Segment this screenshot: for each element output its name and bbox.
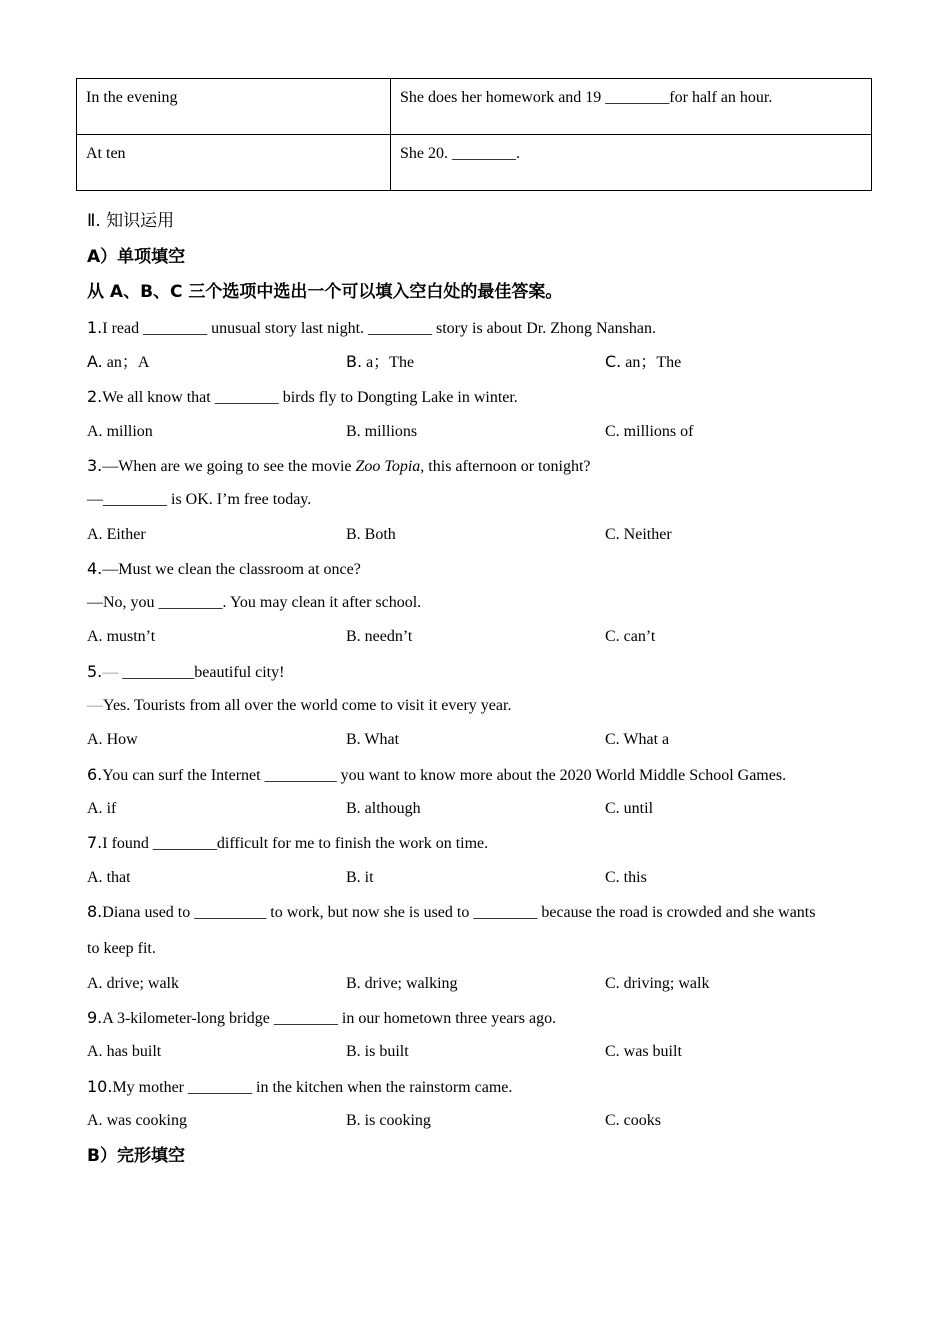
- options-2: [87, 421, 867, 443]
- question-9: [87, 1007, 556, 1030]
- question-number: 10.: [87, 1077, 113, 1096]
- question-number: 4.: [87, 559, 103, 578]
- option-c[interactable]: C. driving; walk: [605, 975, 710, 992]
- question-number: 9.: [87, 1008, 103, 1027]
- schedule-table: [76, 78, 872, 191]
- question-4-line2: —No, you ________. You may clean it after school.: [87, 594, 422, 611]
- question-5: 5.— _________beautiful city!: [87, 662, 285, 681]
- option-a[interactable]: A. mustn’t: [87, 628, 156, 645]
- question-text: _________beautiful city!: [118, 664, 285, 681]
- question-8-line2: to keep fit.: [87, 940, 156, 957]
- options-9: [87, 1041, 867, 1063]
- table-cell-time: In the evening: [77, 79, 391, 135]
- question-text: Diana used to _________ to work, but now she is used to ________ because the road is crowded and she wants: [102, 904, 816, 921]
- question-2: [87, 386, 518, 409]
- option-a[interactable]: A. has built: [87, 1043, 162, 1060]
- question-8: [87, 901, 815, 924]
- instruction: 从 A、B、C 三个选项中选出一个可以填入空白处的最佳答案。: [87, 282, 563, 302]
- option-c[interactable]: C. this: [605, 869, 647, 886]
- option-b[interactable]: B. Both: [346, 526, 396, 543]
- question-text: I read ________ unusual story last night. ________ story is about Dr. Zhong Nanshan.: [102, 320, 656, 337]
- option-a[interactable]: A. that: [87, 869, 131, 886]
- question-6: [87, 764, 786, 787]
- question-number: 1.: [87, 318, 103, 337]
- option-b[interactable]: B. needn’t: [346, 628, 413, 645]
- option-c[interactable]: C. What a: [605, 731, 670, 748]
- question-text: My mother ________ in the kitchen when the rainstorm came.: [112, 1079, 513, 1096]
- question-number: 8.: [87, 902, 103, 921]
- movie-title: Zoo Topia: [355, 458, 421, 475]
- option-a[interactable]: A. an；A: [87, 352, 150, 371]
- question-number: 7.: [87, 833, 103, 852]
- option-a[interactable]: A. drive; walk: [87, 975, 179, 992]
- options-1: [87, 351, 867, 373]
- table-row: [77, 135, 872, 191]
- option-c[interactable]: C. millions of: [605, 423, 694, 440]
- option-b[interactable]: B. is built: [346, 1043, 409, 1060]
- question-7: [87, 832, 488, 855]
- table-cell-activity: She 20. ________.: [391, 135, 872, 191]
- option-b[interactable]: B. is cooking: [346, 1112, 431, 1129]
- option-a[interactable]: A. if: [87, 800, 117, 817]
- option-c[interactable]: C. an；The: [605, 352, 682, 371]
- options-3: [87, 524, 867, 546]
- option-b[interactable]: B. millions: [346, 423, 418, 440]
- question-number: 5.: [87, 662, 103, 681]
- option-b[interactable]: B. drive; walking: [346, 975, 458, 992]
- question-text: I found ________difficult for me to finish the work on time.: [102, 835, 489, 852]
- question-10: [87, 1076, 512, 1099]
- option-a[interactable]: A. was cooking: [87, 1112, 187, 1129]
- question-3-line2: —________ is OK. I’m free today.: [87, 491, 312, 508]
- option-c[interactable]: C. cooks: [605, 1112, 661, 1129]
- option-c[interactable]: C. until: [605, 800, 654, 817]
- question-3: 3.—When are we going to see the movie Zoo Topia, this afternoon or tonight?: [87, 456, 591, 475]
- option-c[interactable]: C. can’t: [605, 628, 656, 645]
- question-text: We all know that ________ birds fly to Dongting Lake in winter.: [102, 389, 518, 406]
- options-4: [87, 626, 867, 648]
- part-b-title: B）完形填空: [87, 1146, 185, 1166]
- option-b[interactable]: B. What: [346, 731, 400, 748]
- question-number: 3.: [87, 456, 103, 475]
- option-b[interactable]: B. it: [346, 869, 374, 886]
- table-row: [77, 79, 872, 135]
- question-5-line2: —Yes. Tourists from all over the world come to visit it every year.: [87, 697, 512, 714]
- options-10: [87, 1110, 867, 1132]
- part-a-title: A）单项填空: [87, 247, 186, 267]
- question-text: You can surf the Internet _________ you want to know more about the 2020 World Middle School Games.: [102, 767, 787, 784]
- question-1: [87, 317, 656, 340]
- option-c[interactable]: C. Neither: [605, 526, 672, 543]
- option-a[interactable]: A. million: [87, 423, 153, 440]
- option-b[interactable]: B. although: [346, 800, 421, 817]
- question-text: —Must we clean the classroom at once?: [102, 561, 361, 578]
- question-number: 2.: [87, 387, 103, 406]
- options-8: [87, 973, 867, 995]
- question-text: A 3-kilometer-long bridge ________ in our hometown three years ago.: [102, 1010, 557, 1027]
- options-7: [87, 867, 867, 889]
- table-cell-activity: She does her homework and 19 ________for half an hour.: [391, 79, 872, 135]
- option-a[interactable]: A. How: [87, 731, 138, 748]
- table-cell-time: At ten: [77, 135, 391, 191]
- option-b[interactable]: B. a；The: [346, 352, 415, 371]
- option-c[interactable]: C. was built: [605, 1043, 682, 1060]
- section-title: Ⅱ. 知识运用: [87, 211, 175, 231]
- option-a[interactable]: A. Either: [87, 526, 146, 543]
- options-6: [87, 798, 867, 820]
- options-5: [87, 729, 867, 751]
- question-number: 6.: [87, 765, 103, 784]
- question-4: [87, 558, 361, 581]
